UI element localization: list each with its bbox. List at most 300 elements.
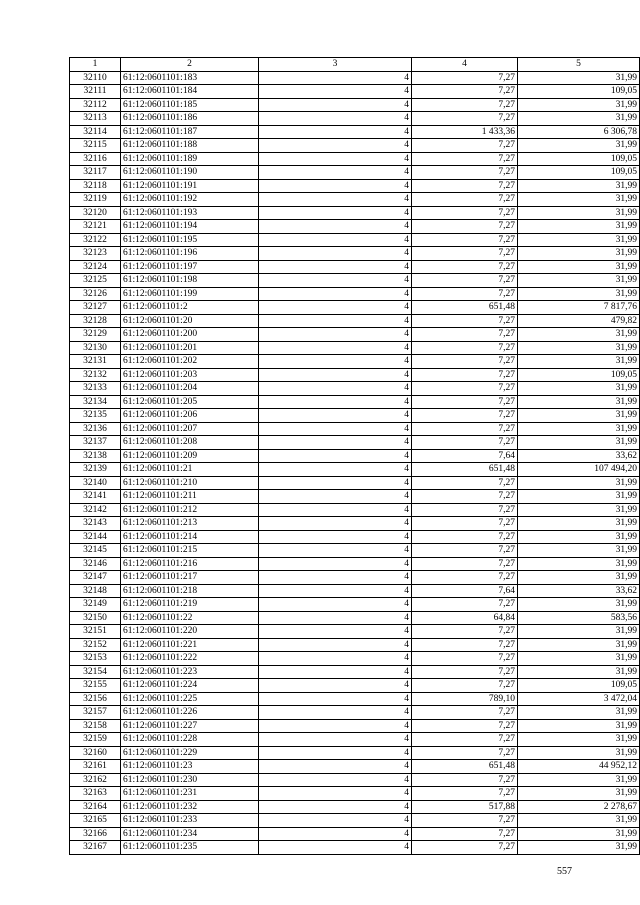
table-cell-col-5: 31,99 <box>518 382 640 396</box>
table-cell-col-3: 4 <box>259 449 412 463</box>
table-cell-col-3: 4 <box>259 260 412 274</box>
table-cell-col-3: 4 <box>259 287 412 301</box>
table-cell-col-1: 32166 <box>70 827 121 841</box>
table-cell-col-3: 4 <box>259 692 412 706</box>
table-cell-col-4: 7,27 <box>412 112 518 126</box>
table-cell-col-4: 7,27 <box>412 625 518 639</box>
table-cell-col-2: 61:12:0601101:199 <box>121 287 259 301</box>
table-cell-col-1: 32123 <box>70 247 121 261</box>
table-cell-col-2: 61:12:0601101:233 <box>121 814 259 828</box>
table-cell-col-2: 61:12:0601101:2 <box>121 301 259 315</box>
table-row <box>70 841 640 855</box>
table-cell-col-4: 7,27 <box>412 247 518 261</box>
table-cell-col-1: 32157 <box>70 706 121 720</box>
table-cell-col-3: 4 <box>259 598 412 612</box>
table-cell-col-3: 4 <box>259 571 412 585</box>
table-row <box>70 301 640 315</box>
table-cell-col-4: 7,27 <box>412 341 518 355</box>
table-row <box>70 166 640 180</box>
table-cell-col-2: 61:12:0601101:226 <box>121 706 259 720</box>
table-row <box>70 800 640 814</box>
table-cell-col-2: 61:12:0601101:211 <box>121 490 259 504</box>
table-cell-col-2: 61:12:0601101:22 <box>121 611 259 625</box>
table-cell-col-2: 61:12:0601101:203 <box>121 368 259 382</box>
table-cell-col-1: 32167 <box>70 841 121 855</box>
table-cell-col-3: 4 <box>259 382 412 396</box>
table-cell-col-3: 4 <box>259 247 412 261</box>
table-cell-col-5: 31,99 <box>518 274 640 288</box>
table-cell-col-2: 61:12:0601101:185 <box>121 98 259 112</box>
table-cell-col-3: 4 <box>259 220 412 234</box>
table-cell-col-5: 109,05 <box>518 166 640 180</box>
table-cell-col-1: 32110 <box>70 71 121 85</box>
table-row <box>70 139 640 153</box>
table-cell-col-1: 32134 <box>70 395 121 409</box>
table-cell-col-3: 4 <box>259 436 412 450</box>
table-row <box>70 341 640 355</box>
table-cell-col-1: 32120 <box>70 206 121 220</box>
table-cell-col-1: 32114 <box>70 125 121 139</box>
table-cell-col-2: 61:12:0601101:23 <box>121 760 259 774</box>
table-cell-col-3: 4 <box>259 233 412 247</box>
table-row <box>70 733 640 747</box>
table-row <box>70 112 640 126</box>
table-cell-col-4: 7,27 <box>412 476 518 490</box>
table-row <box>70 625 640 639</box>
table-cell-col-1: 32131 <box>70 355 121 369</box>
table-cell-col-3: 4 <box>259 841 412 855</box>
table-cell-col-5: 109,05 <box>518 152 640 166</box>
table-cell-col-5: 31,99 <box>518 112 640 126</box>
table-cell-col-4: 7,27 <box>412 382 518 396</box>
table-cell-col-2: 61:12:0601101:225 <box>121 692 259 706</box>
table-cell-col-4: 7,27 <box>412 152 518 166</box>
table-cell-col-5: 31,99 <box>518 598 640 612</box>
table-cell-col-3: 4 <box>259 760 412 774</box>
table-cell-col-4: 7,27 <box>412 719 518 733</box>
table-cell-col-4: 7,27 <box>412 490 518 504</box>
table-row <box>70 598 640 612</box>
table-cell-col-4: 7,27 <box>412 746 518 760</box>
column-header-3: 3 <box>259 58 412 72</box>
table-row <box>70 611 640 625</box>
table-cell-col-3: 4 <box>259 733 412 747</box>
table-cell-col-3: 4 <box>259 112 412 126</box>
table-cell-col-2: 61:12:0601101:221 <box>121 638 259 652</box>
table-cell-col-2: 61:12:0601101:196 <box>121 247 259 261</box>
table-row <box>70 719 640 733</box>
table-cell-col-1: 32115 <box>70 139 121 153</box>
table-cell-col-4: 7,27 <box>412 436 518 450</box>
table-cell-col-4: 7,27 <box>412 71 518 85</box>
table-cell-col-3: 4 <box>259 98 412 112</box>
column-header-2: 2 <box>121 58 259 72</box>
table-cell-col-1: 32126 <box>70 287 121 301</box>
table-cell-col-4: 7,27 <box>412 598 518 612</box>
table-cell-col-1: 32165 <box>70 814 121 828</box>
table-cell-col-1: 32144 <box>70 530 121 544</box>
table-row <box>70 463 640 477</box>
column-header-5: 5 <box>518 58 640 72</box>
column-header-4: 4 <box>412 58 518 72</box>
table-cell-col-1: 32116 <box>70 152 121 166</box>
table-row <box>70 773 640 787</box>
table-cell-col-5: 44 952,12 <box>518 760 640 774</box>
table-cell-col-3: 4 <box>259 395 412 409</box>
table-cell-col-1: 32142 <box>70 503 121 517</box>
table-cell-col-5: 33,62 <box>518 584 640 598</box>
table-cell-col-3: 4 <box>259 490 412 504</box>
table-cell-col-4: 7,27 <box>412 328 518 342</box>
table-cell-col-3: 4 <box>259 355 412 369</box>
table-cell-col-1: 32112 <box>70 98 121 112</box>
table-cell-col-5: 31,99 <box>518 355 640 369</box>
table-cell-col-3: 4 <box>259 611 412 625</box>
table-cell-col-5: 31,99 <box>518 98 640 112</box>
table-cell-col-1: 32132 <box>70 368 121 382</box>
table-cell-col-5: 31,99 <box>518 287 640 301</box>
table-row <box>70 652 640 666</box>
table-cell-col-3: 4 <box>259 503 412 517</box>
table-row <box>70 328 640 342</box>
table-cell-col-3: 4 <box>259 706 412 720</box>
table-cell-col-5: 31,99 <box>518 773 640 787</box>
table-cell-col-2: 61:12:0601101:198 <box>121 274 259 288</box>
table-cell-col-2: 61:12:0601101:208 <box>121 436 259 450</box>
table-cell-col-5: 31,99 <box>518 652 640 666</box>
table-cell-col-3: 4 <box>259 301 412 315</box>
table-cell-col-4: 7,27 <box>412 557 518 571</box>
table-cell-col-5: 31,99 <box>518 179 640 193</box>
table-cell-col-4: 7,27 <box>412 395 518 409</box>
table-cell-col-2: 61:12:0601101:216 <box>121 557 259 571</box>
table-cell-col-1: 32143 <box>70 517 121 531</box>
table-cell-col-3: 4 <box>259 314 412 328</box>
table-row <box>70 530 640 544</box>
table-cell-col-5: 31,99 <box>518 206 640 220</box>
table-cell-col-4: 7,27 <box>412 503 518 517</box>
table-cell-col-5: 31,99 <box>518 233 640 247</box>
table-cell-col-5: 33,62 <box>518 449 640 463</box>
table-cell-col-4: 7,64 <box>412 584 518 598</box>
table-row <box>70 314 640 328</box>
table-cell-col-4: 7,27 <box>412 314 518 328</box>
table-cell-col-2: 61:12:0601101:195 <box>121 233 259 247</box>
table-cell-col-1: 32137 <box>70 436 121 450</box>
table-cell-col-2: 61:12:0601101:205 <box>121 395 259 409</box>
table-cell-col-4: 7,27 <box>412 652 518 666</box>
table-row <box>70 787 640 801</box>
table-cell-col-4: 7,27 <box>412 220 518 234</box>
table-cell-col-5: 31,99 <box>518 517 640 531</box>
table-cell-col-2: 61:12:0601101:228 <box>121 733 259 747</box>
table-cell-col-2: 61:12:0601101:187 <box>121 125 259 139</box>
table-cell-col-4: 7,27 <box>412 409 518 423</box>
table-cell-col-2: 61:12:0601101:234 <box>121 827 259 841</box>
table-cell-col-2: 61:12:0601101:235 <box>121 841 259 855</box>
table-cell-col-2: 61:12:0601101:218 <box>121 584 259 598</box>
table-cell-col-4: 7,27 <box>412 179 518 193</box>
table-row <box>70 193 640 207</box>
table-row <box>70 382 640 396</box>
table-cell-col-4: 7,27 <box>412 814 518 828</box>
table-cell-col-2: 61:12:0601101:191 <box>121 179 259 193</box>
table-cell-col-5: 31,99 <box>518 409 640 423</box>
page-number: 557 <box>557 866 572 877</box>
table-cell-col-2: 61:12:0601101:209 <box>121 449 259 463</box>
table-cell-col-2: 61:12:0601101:230 <box>121 773 259 787</box>
table-cell-col-5: 31,99 <box>518 139 640 153</box>
table-cell-col-4: 789,10 <box>412 692 518 706</box>
table-cell-col-4: 1 433,36 <box>412 125 518 139</box>
table-cell-col-1: 32153 <box>70 652 121 666</box>
table-cell-col-1: 32128 <box>70 314 121 328</box>
table-cell-col-3: 4 <box>259 665 412 679</box>
table-cell-col-1: 32147 <box>70 571 121 585</box>
table-row <box>70 544 640 558</box>
table-row <box>70 692 640 706</box>
table-row <box>70 206 640 220</box>
table-cell-col-2: 61:12:0601101:227 <box>121 719 259 733</box>
table-cell-col-1: 32122 <box>70 233 121 247</box>
table-row <box>70 584 640 598</box>
table-cell-col-1: 32121 <box>70 220 121 234</box>
table-cell-col-5: 31,99 <box>518 746 640 760</box>
table-cell-col-2: 61:12:0601101:232 <box>121 800 259 814</box>
table-cell-col-3: 4 <box>259 476 412 490</box>
table-cell-col-1: 32162 <box>70 773 121 787</box>
table-cell-col-2: 61:12:0601101:190 <box>121 166 259 180</box>
table-cell-col-3: 4 <box>259 328 412 342</box>
table-cell-col-5: 31,99 <box>518 841 640 855</box>
table-cell-col-1: 32160 <box>70 746 121 760</box>
table-cell-col-3: 4 <box>259 179 412 193</box>
table-row <box>70 449 640 463</box>
table-cell-col-2: 61:12:0601101:213 <box>121 517 259 531</box>
table-cell-col-3: 4 <box>259 206 412 220</box>
table-cell-col-5: 31,99 <box>518 220 640 234</box>
table-row <box>70 422 640 436</box>
table-row <box>70 638 640 652</box>
column-header-1: 1 <box>70 58 121 72</box>
table-row <box>70 355 640 369</box>
table-cell-col-5: 31,99 <box>518 787 640 801</box>
table-cell-col-4: 7,27 <box>412 206 518 220</box>
table-cell-col-1: 32154 <box>70 665 121 679</box>
table-cell-col-5: 3 472,04 <box>518 692 640 706</box>
table-cell-col-3: 4 <box>259 274 412 288</box>
table-cell-col-4: 651,48 <box>412 463 518 477</box>
table-cell-col-4: 7,27 <box>412 787 518 801</box>
table-row <box>70 287 640 301</box>
table-cell-col-2: 61:12:0601101:189 <box>121 152 259 166</box>
table-cell-col-1: 32125 <box>70 274 121 288</box>
table-cell-col-5: 31,99 <box>518 341 640 355</box>
table-cell-col-5: 31,99 <box>518 193 640 207</box>
table-cell-col-4: 7,27 <box>412 139 518 153</box>
table-cell-col-3: 4 <box>259 368 412 382</box>
table-row <box>70 814 640 828</box>
table-cell-col-1: 32119 <box>70 193 121 207</box>
table-cell-col-5: 31,99 <box>518 260 640 274</box>
table-cell-col-2: 61:12:0601101:210 <box>121 476 259 490</box>
table-cell-col-5: 7 817,76 <box>518 301 640 315</box>
table-cell-col-3: 4 <box>259 584 412 598</box>
table-cell-col-5: 31,99 <box>518 827 640 841</box>
table-cell-col-3: 4 <box>259 71 412 85</box>
table-row <box>70 260 640 274</box>
table-row <box>70 760 640 774</box>
table-cell-col-4: 651,48 <box>412 301 518 315</box>
table-row <box>70 436 640 450</box>
table-cell-col-5: 31,99 <box>518 530 640 544</box>
table-cell-col-2: 61:12:0601101:223 <box>121 665 259 679</box>
table-cell-col-5: 31,99 <box>518 814 640 828</box>
table-cell-col-3: 4 <box>259 517 412 531</box>
table-row <box>70 152 640 166</box>
table-row <box>70 220 640 234</box>
table-row <box>70 71 640 85</box>
table-cell-col-3: 4 <box>259 679 412 693</box>
table-cell-col-5: 31,99 <box>518 665 640 679</box>
table-row <box>70 571 640 585</box>
table-cell-col-4: 7,27 <box>412 706 518 720</box>
table-cell-col-2: 61:12:0601101:194 <box>121 220 259 234</box>
table-cell-col-1: 32139 <box>70 463 121 477</box>
table-cell-col-4: 7,27 <box>412 260 518 274</box>
table-cell-col-1: 32149 <box>70 598 121 612</box>
table-cell-col-1: 32130 <box>70 341 121 355</box>
table-cell-col-5: 31,99 <box>518 503 640 517</box>
table-cell-col-2: 61:12:0601101:197 <box>121 260 259 274</box>
table-cell-col-5: 583,56 <box>518 611 640 625</box>
table-cell-col-1: 32152 <box>70 638 121 652</box>
table-cell-col-5: 31,99 <box>518 557 640 571</box>
table-cell-col-5: 107 494,20 <box>518 463 640 477</box>
table-cell-col-1: 32140 <box>70 476 121 490</box>
table-cell-col-4: 651,48 <box>412 760 518 774</box>
table-cell-col-5: 2 278,67 <box>518 800 640 814</box>
table-cell-col-2: 61:12:0601101:217 <box>121 571 259 585</box>
table-cell-col-1: 32164 <box>70 800 121 814</box>
table-cell-col-2: 61:12:0601101:215 <box>121 544 259 558</box>
table-cell-col-3: 4 <box>259 166 412 180</box>
table-cell-col-4: 7,27 <box>412 571 518 585</box>
table-cell-col-3: 4 <box>259 800 412 814</box>
table-row <box>70 274 640 288</box>
table-cell-col-3: 4 <box>259 719 412 733</box>
table-cell-col-3: 4 <box>259 544 412 558</box>
table-row <box>70 557 640 571</box>
table-cell-col-3: 4 <box>259 746 412 760</box>
table-cell-col-1: 32117 <box>70 166 121 180</box>
table-row <box>70 98 640 112</box>
table-cell-col-3: 4 <box>259 463 412 477</box>
table-cell-col-5: 109,05 <box>518 85 640 99</box>
table-cell-col-5: 31,99 <box>518 71 640 85</box>
table-cell-col-5: 31,99 <box>518 490 640 504</box>
table-cell-col-1: 32150 <box>70 611 121 625</box>
table-cell-col-4: 7,27 <box>412 530 518 544</box>
table-cell-col-1: 32155 <box>70 679 121 693</box>
table-cell-col-1: 32148 <box>70 584 121 598</box>
table-row <box>70 665 640 679</box>
table-cell-col-1: 32146 <box>70 557 121 571</box>
table-cell-col-1: 32113 <box>70 112 121 126</box>
table-cell-col-2: 61:12:0601101:207 <box>121 422 259 436</box>
table-cell-col-4: 7,27 <box>412 733 518 747</box>
table-cell-col-2: 61:12:0601101:219 <box>121 598 259 612</box>
table-cell-col-2: 61:12:0601101:214 <box>121 530 259 544</box>
table-cell-col-1: 32138 <box>70 449 121 463</box>
data-table <box>69 57 640 855</box>
table-row <box>70 395 640 409</box>
table-cell-col-2: 61:12:0601101:204 <box>121 382 259 396</box>
table-cell-col-1: 32124 <box>70 260 121 274</box>
table-cell-col-5: 31,99 <box>518 625 640 639</box>
table-cell-col-2: 61:12:0601101:200 <box>121 328 259 342</box>
table-cell-col-5: 109,05 <box>518 679 640 693</box>
table-cell-col-4: 7,27 <box>412 287 518 301</box>
table-cell-col-2: 61:12:0601101:220 <box>121 625 259 639</box>
table-cell-col-3: 4 <box>259 787 412 801</box>
table-cell-col-1: 32111 <box>70 85 121 99</box>
table-cell-col-3: 4 <box>259 530 412 544</box>
header-row <box>70 58 640 72</box>
table-cell-col-1: 32135 <box>70 409 121 423</box>
table-cell-col-2: 61:12:0601101:184 <box>121 85 259 99</box>
table-cell-col-3: 4 <box>259 625 412 639</box>
table-cell-col-5: 31,99 <box>518 544 640 558</box>
table-cell-col-5: 31,99 <box>518 328 640 342</box>
table-cell-col-4: 7,27 <box>412 274 518 288</box>
table-cell-col-4: 7,27 <box>412 841 518 855</box>
table-cell-col-1: 32151 <box>70 625 121 639</box>
table-cell-col-4: 7,27 <box>412 85 518 99</box>
table-cell-col-4: 64,84 <box>412 611 518 625</box>
table-cell-col-5: 31,99 <box>518 733 640 747</box>
table-cell-col-5: 479,82 <box>518 314 640 328</box>
table-cell-col-5: 31,99 <box>518 395 640 409</box>
table-body <box>70 71 640 854</box>
table-cell-col-3: 4 <box>259 827 412 841</box>
table-cell-col-3: 4 <box>259 652 412 666</box>
table-cell-col-3: 4 <box>259 193 412 207</box>
table-cell-col-1: 32161 <box>70 760 121 774</box>
table-cell-col-1: 32136 <box>70 422 121 436</box>
table-cell-col-1: 32141 <box>70 490 121 504</box>
table-cell-col-5: 31,99 <box>518 247 640 261</box>
table-cell-col-5: 31,99 <box>518 706 640 720</box>
table-cell-col-2: 61:12:0601101:229 <box>121 746 259 760</box>
table-cell-col-1: 32118 <box>70 179 121 193</box>
table-cell-col-3: 4 <box>259 152 412 166</box>
table-cell-col-4: 7,27 <box>412 233 518 247</box>
table-cell-col-4: 7,27 <box>412 827 518 841</box>
table-cell-col-3: 4 <box>259 557 412 571</box>
table-cell-col-2: 61:12:0601101:202 <box>121 355 259 369</box>
table-row <box>70 490 640 504</box>
table-cell-col-1: 32129 <box>70 328 121 342</box>
table-cell-col-1: 32133 <box>70 382 121 396</box>
table-cell-col-4: 7,27 <box>412 517 518 531</box>
table-cell-col-5: 109,05 <box>518 368 640 382</box>
table-cell-col-5: 31,99 <box>518 571 640 585</box>
table-row <box>70 706 640 720</box>
table-cell-col-2: 61:12:0601101:201 <box>121 341 259 355</box>
table-cell-col-3: 4 <box>259 814 412 828</box>
table-cell-col-3: 4 <box>259 409 412 423</box>
